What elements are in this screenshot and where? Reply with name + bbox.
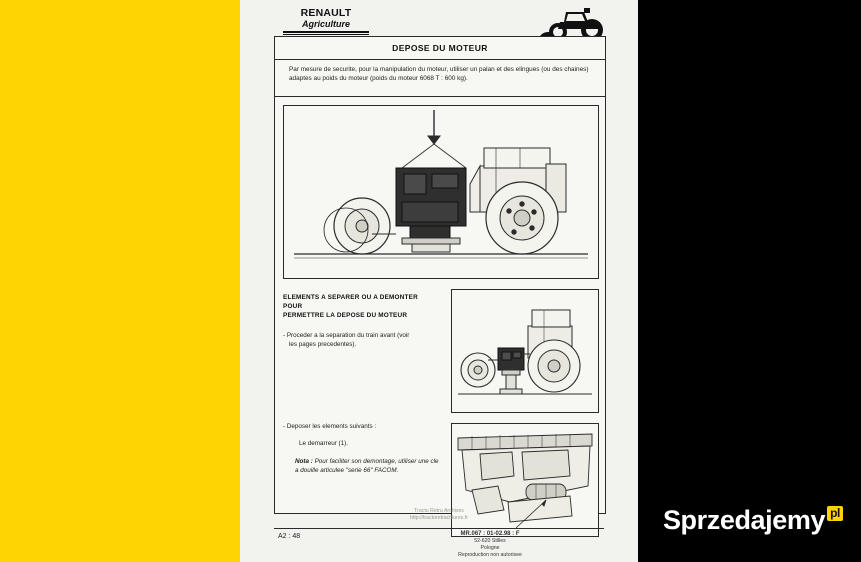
brand-subtitle: Agriculture [301, 19, 350, 29]
page-title: DEPOSE DU MOTEUR [392, 43, 488, 53]
brand-name: RENAULT [300, 7, 352, 19]
safety-note-box [275, 59, 605, 97]
footer-address-line-1: 52-620 Stilles [474, 538, 506, 544]
site-brand-suffix: pl [827, 506, 843, 521]
page-number: A2 : 48 [278, 533, 301, 540]
section-heading-line1: ELEMENTS A SEPARER OU A DEMONTER POUR [283, 294, 418, 310]
tractor-front-axle-split-illustration [451, 289, 599, 413]
footer-divider [274, 528, 604, 529]
watermark-line-2: http://tractoretractitures.fr [410, 515, 468, 521]
brand-block [276, 8, 376, 35]
footer-address-line-2: Pologne [480, 545, 500, 551]
site-brand-text: Sprzedajemy [662, 505, 826, 535]
document-page [240, 0, 638, 562]
section-body-line2: les pages precedentes). [289, 340, 357, 348]
lower-line-1: - Deposer les elements suivants : [283, 423, 377, 430]
section-title-box [275, 37, 605, 60]
watermark-line-1: Tractu Retru Archives [414, 508, 464, 514]
brand-rule-thin [283, 34, 369, 35]
lower-line-2: Le demarreur (1). [299, 439, 348, 447]
content-frame [274, 36, 606, 514]
archive-watermark [240, 508, 638, 522]
footer-reference-block [390, 531, 590, 559]
section-heading-line2: PERMETTRE LA DEPOSE DU MOTEUR [283, 312, 408, 319]
nota-block [295, 458, 443, 475]
brand-rule-thick [283, 31, 369, 33]
engine-hoist-tractor-illustration [283, 105, 599, 279]
section-text-block [283, 293, 439, 403]
nota-text: Pour faciliter son demontage, utiliser une cle a douille articulee "serie 66" FACOM. [295, 458, 439, 474]
footer-address-line-3: Reproduction non autorisee [458, 552, 522, 558]
left-yellow-band [0, 0, 240, 562]
site-brand-overlay [663, 505, 843, 536]
lower-text-block [283, 423, 443, 475]
safety-note-text: Par mesure de securite, pour la manipulation du moteur, utiliser un palan et des elingues (ou des chaines) adaptes au poids du moteur (poids du moteur 6068 T : 600 kg). [289, 66, 589, 82]
nota-label: Nota : [295, 458, 313, 466]
document-reference: MR.067 : 01-02.98 : F [460, 531, 520, 537]
section-body-line1: - Proceder a la separation du train avant (voir [283, 332, 410, 339]
